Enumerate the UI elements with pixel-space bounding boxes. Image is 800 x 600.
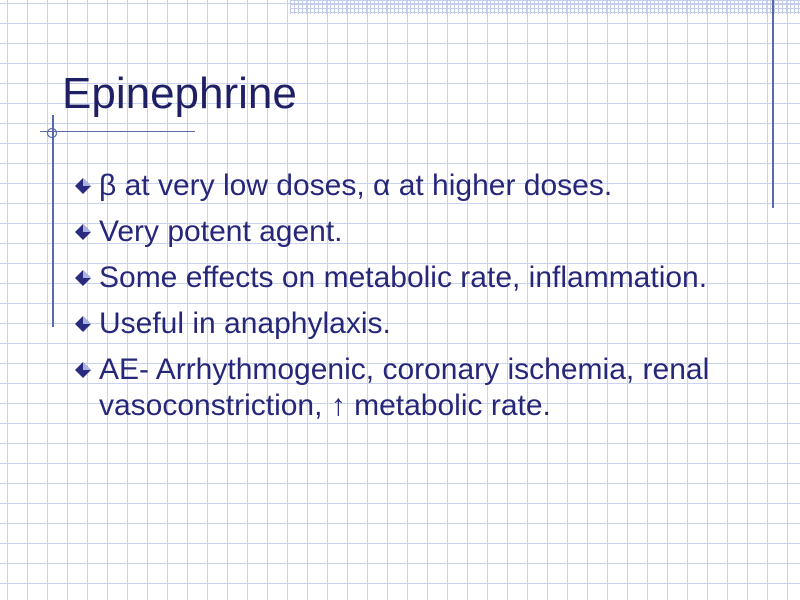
- diamond-bullet-icon: [73, 314, 93, 334]
- title-underline: [40, 131, 195, 132]
- bullet-text: Some effects on metabolic rate, inflammation.: [99, 261, 708, 294]
- crosshair-ornament-icon: [44, 127, 58, 139]
- bullet-text: AE- Arrhythmogenic, coronary ischemia, renal vasoconstriction, ↑ metabolic rate.: [99, 353, 710, 422]
- bullet-list: [68, 168, 758, 434]
- diamond-bullet-icon: [73, 268, 93, 288]
- bullet-text: Very potent agent.: [99, 215, 343, 248]
- corner-grid-pattern: [290, 0, 800, 14]
- bullet-text: Useful in anaphylaxis.: [99, 307, 391, 340]
- diamond-bullet-icon: [73, 360, 93, 380]
- bullet-text: β at very low doses, α at higher doses.: [99, 169, 613, 202]
- bullet-item: [68, 214, 758, 250]
- diamond-bullet-icon: [73, 222, 93, 242]
- decorative-vertical-line-left: [52, 115, 54, 327]
- slide-title: Epinephrine: [62, 69, 297, 118]
- bullet-item: [68, 306, 758, 342]
- bullet-item: [68, 352, 758, 424]
- bullet-item: [68, 260, 758, 296]
- bullet-item: [68, 168, 758, 204]
- diamond-bullet-icon: [73, 176, 93, 196]
- decorative-vertical-line-right: [772, 0, 774, 208]
